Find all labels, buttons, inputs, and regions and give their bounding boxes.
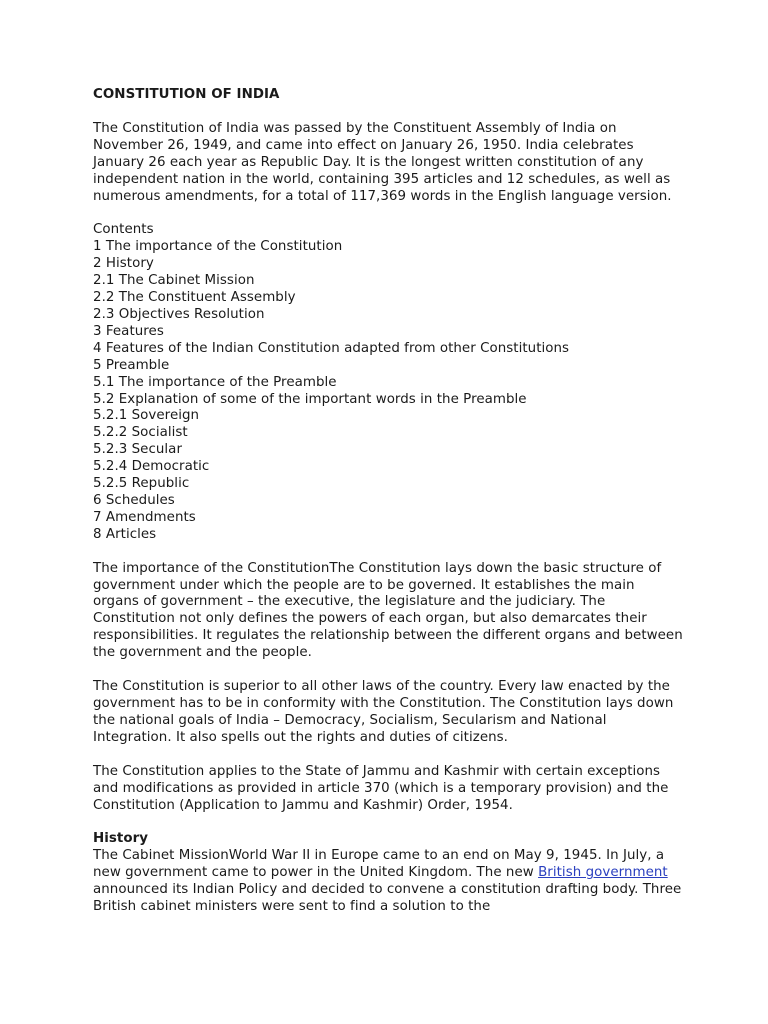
- document-page: [93, 87, 683, 933]
- history-text-end: announced its Indian Policy and decided to convene a constitution drafting body. Three British cabinet ministers were sent to find a solution to the: [93, 882, 682, 915]
- contents-item: 2.1 The Cabinet Mission: [93, 273, 255, 289]
- contents-heading: Contents: [93, 222, 154, 238]
- history-paragraph: [93, 848, 683, 916]
- contents-item: 6 Schedules: [93, 492, 175, 508]
- contents-item: 1 The importance of the Constitution: [93, 239, 343, 255]
- contents-item: 2.3 Objectives Resolution: [93, 306, 265, 322]
- contents-item: 5.1 The importance of the Preamble: [93, 374, 337, 390]
- contents-item: 5.2 Explanation of some of the important words in the Preamble: [93, 391, 527, 407]
- importance-paragraph: The importance of the ConstitutionThe Constitution lays down the basic structure of government under which the people are to be governed. It establishes the main organs of government – the executive, the legislature and the judiciary. The Constitution not only defines the powers of each organ, but also demarcates their responsibilities. It regulates the relationship between the different organs and between the government and the people.: [93, 560, 683, 661]
- contents-item: 5.2.4 Democratic: [93, 459, 210, 475]
- contents-list: [93, 222, 683, 543]
- superiority-paragraph: The Constitution is superior to all other laws of the country. Every law enacted by the government has to be in conformity with the Constitution. The Constitution lays down the national goals of India – Democracy, Socialism, Secularism and National Integration. It also spells out the rights and duties of citizens.: [93, 679, 674, 745]
- intro-paragraph: The Constitution of India was passed by the Constituent Assembly of India on November 26, 1949, and came into effect on January 26, 1950. India celebrates January 26 each year as Republic Day. It is the longest written constitution of any independent nation in the world, containing 395 articles and 12 schedules, as well as numerous amendments, for a total of 117,369 words in the English language version.: [93, 120, 672, 204]
- british-government-link[interactable]: British government: [538, 865, 668, 881]
- contents-item: 4 Features of the Indian Constitution adapted from other Constitutions: [93, 340, 570, 356]
- contents-item: 5.2.1 Sovereign: [93, 408, 200, 424]
- document-title: CONSTITUTION OF INDIA: [93, 87, 280, 102]
- contents-item: 2.2 The Constituent Assembly: [93, 290, 296, 306]
- contents-item: 3 Features: [93, 323, 164, 339]
- history-text-start: The Cabinet MissionWorld War II in Europe came to an end on May 9, 1945. In July, a new government came to power in the United Kingdom. The new: [93, 848, 665, 881]
- contents-item: 5 Preamble: [93, 357, 170, 373]
- history-heading: History: [93, 831, 149, 847]
- contents-item: 5.2.3 Secular: [93, 442, 182, 458]
- contents-item: 7 Amendments: [93, 509, 196, 525]
- contents-item: 5.2.5 Republic: [93, 476, 190, 492]
- contents-item: 8 Articles: [93, 526, 157, 542]
- contents-item: 5.2.2 Socialist: [93, 425, 188, 441]
- jammu-kashmir-paragraph: The Constitution applies to the State of Jammu and Kashmir with certain exceptions and modifications as provided in article 370 (which is a temporary provision) and the Constitution (Application to Jammu and Kashmir) Order, 1954.: [93, 763, 669, 813]
- contents-item: 2 History: [93, 256, 154, 272]
